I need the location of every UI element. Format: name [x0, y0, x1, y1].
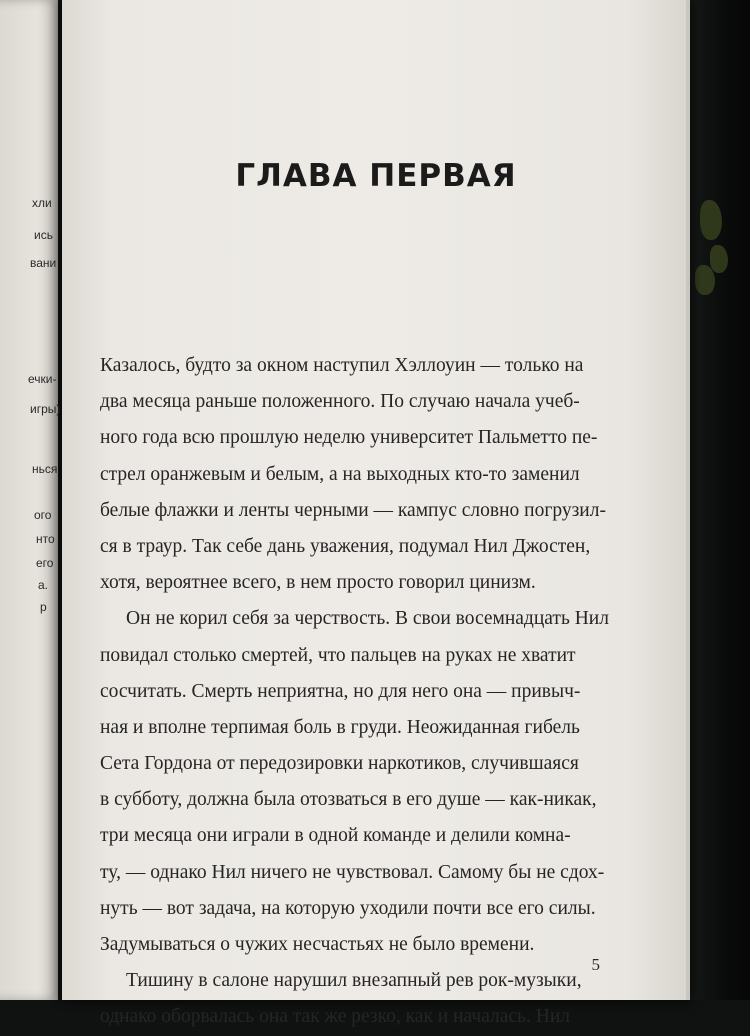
left-page-fragment: ого	[34, 508, 52, 522]
plant-leaf	[710, 245, 728, 273]
page-number: 5	[591, 955, 600, 974]
text-line: ту, — однако Нил ничего не чувствовал. Самому бы не сдох-	[100, 861, 605, 883]
text-line: белые флажки и ленты черными — кампус словно погрузил-	[100, 499, 606, 521]
left-page-fragment: ись	[34, 228, 53, 242]
text-line: Задумываться о чужих несчастьях не было времени.	[100, 934, 535, 955]
plant-leaf	[700, 200, 722, 240]
text-line: три месяца они играли в одной команде и делили комна-	[100, 825, 571, 847]
text-line: хотя, вероятнее всего, в нем просто говорил цинизм.	[100, 572, 536, 594]
text-line: нуть — вот задача, на которую уходили почти все его силы.	[100, 897, 596, 919]
left-page-edge	[0, 0, 61, 1000]
text-line: Тишину в салоне нарушил внезапный рев рок-музыки,	[126, 970, 582, 992]
left-page-fragment: р	[40, 600, 47, 614]
chapter-body	[100, 348, 655, 1036]
text-line: ного года всю прошлую неделю университет Пальметто пе-	[100, 427, 598, 449]
text-line: повидал столько смертей, что пальцев на руках не хватит	[100, 644, 576, 666]
book-page	[62, 0, 690, 1028]
text-line: ся в траур. Так себе дань уважения, подумал Нил Джостен,	[100, 535, 591, 557]
chapter-title: ГЛАВА ПЕРВАЯ	[235, 158, 517, 194]
left-page-fragment: игры)	[30, 402, 61, 416]
text-line: Сета Гордона от передозировки наркотиков, случившаяся	[100, 753, 579, 775]
left-page-fragment: вани	[30, 256, 57, 270]
left-page-fragment: нто	[36, 532, 55, 546]
text-line: однако оборвалась она так же резко, как и началась. Нил	[100, 1006, 570, 1028]
text-line: в субботу, должна была отозваться в его душе — как-никак,	[100, 789, 597, 811]
plant-leaf	[695, 265, 715, 295]
text-line: стрел оранжевым и белым, а на выходных кто-то заменил	[100, 463, 580, 485]
page-edge	[686, 0, 690, 1000]
left-page-fragment: ечки-	[28, 372, 57, 386]
text-line: ная и вполне терпимая боль в груди. Неожиданная гибель	[100, 716, 580, 738]
background-dark	[680, 0, 750, 1000]
left-page-fragment: нься	[32, 462, 58, 476]
left-page-fragment: его	[36, 556, 54, 570]
left-page-fragment: а.	[38, 578, 49, 592]
left-page-fragment: хли	[32, 196, 52, 210]
text-line: Он не корил себя за черствость. В свои восемнадцать Нил	[126, 608, 609, 630]
text-line: два месяца раньше положенного. По случаю начала учеб-	[100, 391, 580, 413]
text-line: сосчитать. Смерть неприятна, но для него она — привыч-	[100, 680, 581, 702]
text-line: Казалось, будто за окном наступил Хэллоуин — только на	[100, 355, 584, 376]
